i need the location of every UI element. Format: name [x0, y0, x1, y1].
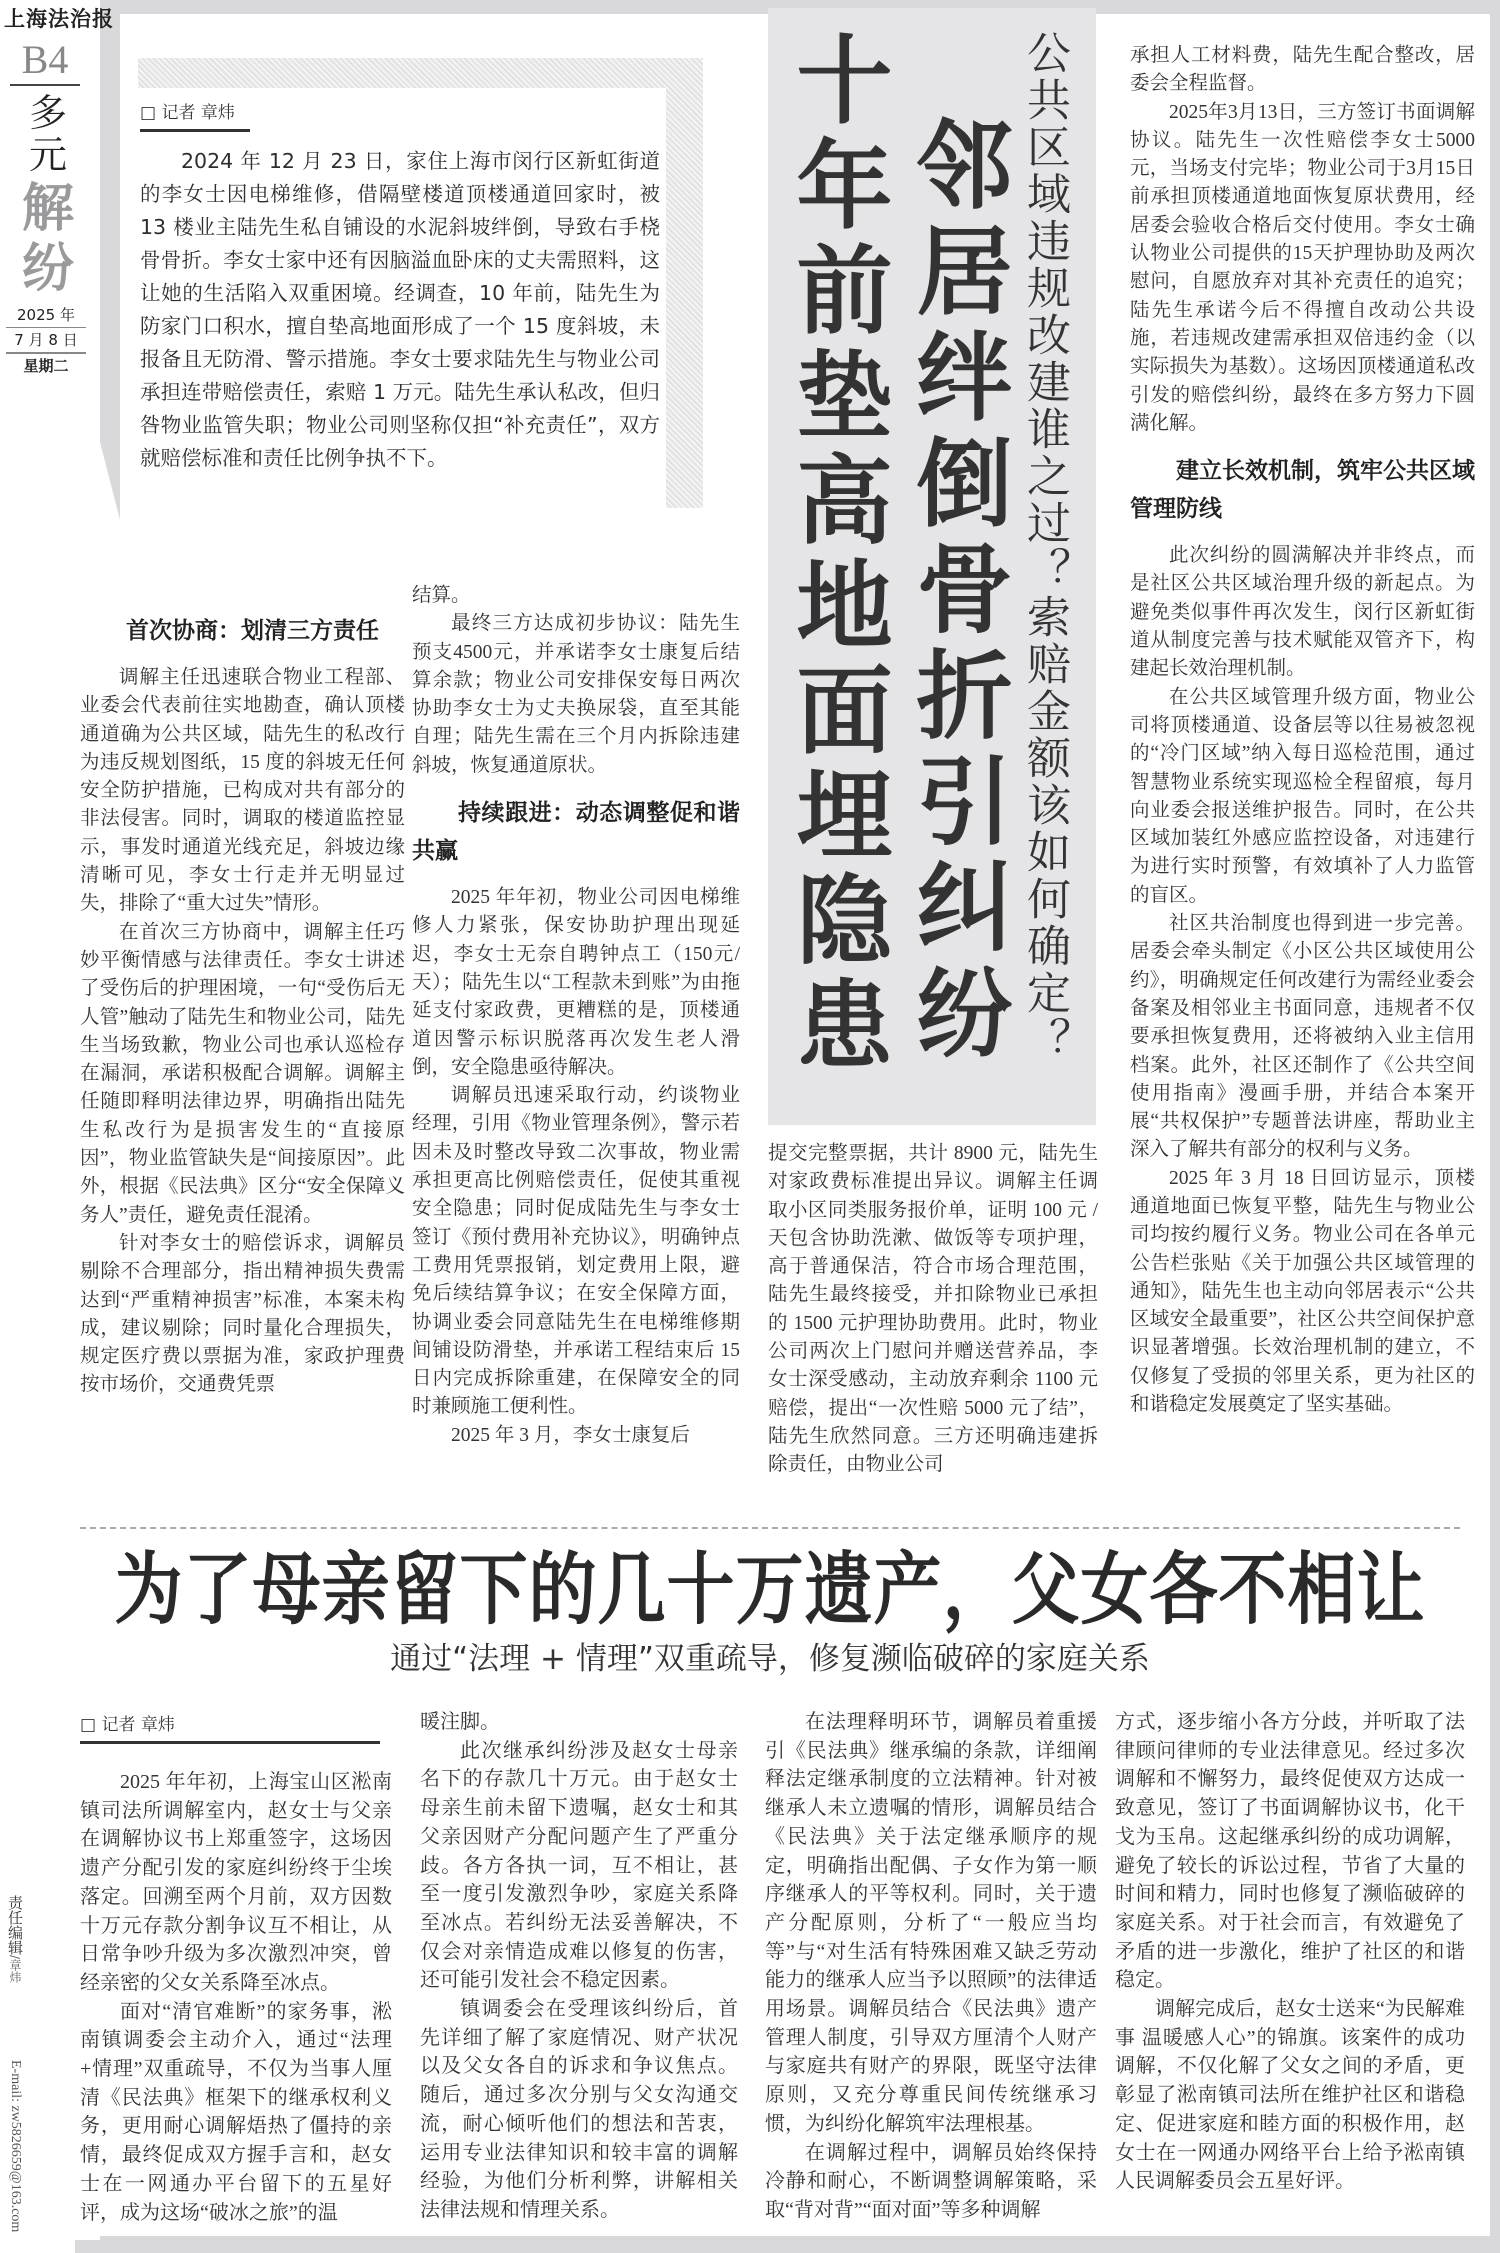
- paragraph: 针对李女士的赔偿诉求，调解员剔除不合理部分，指出精神损失费需达到“严重精神损害”标准，本案未构成，建议剔除；同时量化合理损失，规定医疗费以票据为准，家政护理费按市场价，交通费凭票: [80, 1232, 405, 1396]
- paragraph: 面对“清官难断”的家务事，淞南镇调委会主动介入，通过“法理+情理”双重疏导，不仅为当事人厘清《民法典》框架下的继承权利义务，更用耐心调解焐热了僵持的亲情，最终促成双方握手言和，赵女士在一网通办平台留下的五星好评，成为这场“破冰之旅”的温: [80, 2000, 392, 2224]
- headline-subtitle: 公共区域违规改建谁之过？索赔金额该如何确定？: [1019, 30, 1070, 1064]
- section-label: 多元: [28, 91, 67, 177]
- paragraph: 2025 年年初，物业公司因电梯维修人力紧张，保安协助护理出现延迟，李女士无奈自聘钟点工（150元/天）；陆先生以“工程款未到账”为由拖延支付家政费，更糟糕的是，顶楼通道因警示标识脱落再次发生老人滑倒，安全隐患亟待解决。: [412, 887, 740, 1078]
- section-heading: 持续跟进：动态调整促和谐共赢: [412, 800, 740, 865]
- newspaper-logo: 上海法治报: [4, 6, 114, 31]
- article2-column-1: [80, 1768, 392, 2227]
- paragraph-continued: 承担人工材料费，陆先生配合整改，居委会全程监督。: [1130, 45, 1475, 95]
- paragraph: 2025年3月13日，三方签订书面调解协议。陆先生一次性赔偿李女士5000元，当场支付完毕；物业公司于3月15日前承担顶楼通道地面恢复原状费用，经居委会验收合格后交付使用。李女士确认物业公司提供的15天护理协助及两次慰问，自愿放弃对其补充责任的追究；陆先生承诺今后不得擅自改动公共设施，若违规改建需承担双倍违约金（以实际损失为基数）。这场因顶楼通道私改引发的赔偿纠纷，最终在多方努力下圆满化解。: [1130, 101, 1475, 434]
- editor-email: E-mail: zw5826659@163.com: [8, 2060, 23, 2233]
- editor-credit: [2, 1895, 22, 1983]
- byline: □ 记者 章炜: [140, 98, 250, 132]
- paragraph: 最终三方达成初步协议：陆先生预支4500元，并承诺李女士康复后结算余款；物业公司安排保安每日两次协助李女士为丈夫换尿袋，直至其能自理；陆先生需在三个月内拆除违建斜坡，恢复通道原状。: [412, 613, 740, 776]
- paragraph: 调解主任迅速联合物业工程部、业委会代表前往实地勘查，确认顶楼通道确为公共区域，陆先生的私改行为违反规划图纸，15 度的斜坡无任何安全防护措施，已构成对共有部分的非法侵害。同时，调取的楼道监控显示，事发时通道光线充足，斜坡边缘清晰可见，李女士行走并无明显过失，排除了“重大过失”情形。: [80, 667, 405, 915]
- paragraph: 2025 年年初，上海宝山区淞南镇司法所调解室内，赵女士与父亲在调解协议书上郑重签字，这场因遗产分配引发的家庭纠纷终于尘埃落定。回溯至两个月前，双方因数十万元存款分割争议互不相让，从日常争吵升级为多次激烈冲突，曾经亲密的父女关系降至冰点。: [80, 1771, 392, 1994]
- editor-name: /章炜: [8, 1955, 22, 1984]
- paragraph: 2025 年 3 月，李女士康复后: [451, 1424, 690, 1446]
- article2-column-3: [765, 1708, 1097, 2225]
- article-intro: [140, 145, 660, 475]
- paragraph: 在首次三方协商中，调解主任巧妙平衡情感与法律责任。李女士讲述了受伤后的护理困境，一句“受伤后无人管”触动了陆先生和物业公司，陆先生当场致歉，物业公司也承认巡检存在漏洞，承诺积极配合调解。调解主任随即释明法律边界，明确指出陆先生私改行为是损害发生的“直接原因”，物业监管缺失是“间接原因”。此外，根据《民法典》区分“安全保障义务人”责任，避免责任混淆。: [80, 921, 405, 1226]
- headline-line-1: 邻居绊倒骨折引纠纷: [901, 115, 1014, 1069]
- intro-paragraph: 2024 年 12 月 23 日，家住上海市闵行区新虹街道的李女士因电梯维修，借隔壁楼道顶楼通道回家时，被 13 楼业主陆先生私自铺设的水泥斜坡绊倒，导致右手桡骨骨折。李女士家中还有因脑溢血卧床的丈夫需照料，这让她的生活陷入双重困境。经调查，10 年前，陆先生为防家门口积水，擅自垫高地面形成了一个 15 度斜坡，未报备且无防滑、警示措施。李女士要求陆先生与物业公司承担连带赔偿责任，索赔 1 万元。陆先生承认私改，但归咎物业监管失职；物业公司则坚称仅担“补充责任”，双方就赔偿标准和责任比例争执不下。: [140, 149, 660, 470]
- byline: □ 记者 章炜: [80, 1710, 380, 1744]
- paragraph: 社区共治制度也得到进一步完善。居委会牵头制定《小区公共区域使用公约》，明确规定任何改建行为需经业委会备案及相邻业主书面同意，违规者不仅要承担恢复费用，还将被纳入业主信用档案。此外，社区还制作了《公共空间使用指南》漫画手册，并结合本案开展“共权保护”专题普法讲座，帮助业主深入了解共有部分的权利与义务。: [1130, 913, 1475, 1161]
- weekday: 星期二: [23, 357, 69, 375]
- section-heading: 建立长效机制，筑牢公共区域管理防线: [1130, 458, 1475, 523]
- paragraph: 在调解过程中，调解员始终保持冷静和耐心，不断调整调解策略，采取“背对背”“面对面”等多种调解: [765, 2141, 1097, 2221]
- paragraph-continued: 方式，逐步缩小各方分歧，并听取了法律顾问律师的专业法律意见。经过多次调解和不懈努力，最终促使双方达成一致意见，签订了书面调解协议书，化干戈为玉帛。这起继承纠纷的成功调解，避免了较长的诉讼过程，节省了大量的时间和精力，同时也修复了濒临破碎的家庭关系。对于社会而言，有效避免了矛盾的进一步激化，维护了社区的和谐稳定。: [1115, 1711, 1465, 1992]
- date-year: 2025 年: [6, 305, 86, 328]
- frame-band: [100, 0, 120, 520]
- section-heading: 首次协商：划清三方责任: [126, 618, 379, 644]
- paragraph: 在公共区域管理升级方面，物业公司将顶楼通道、设备层等以往易被忽视的“冷门区域”纳入每日巡检范围，通过智慧物业系统实现巡检全程留痕，每月向业委会报送维护报告。同时，在公共区域加装红外感应监控设备，对违建行为进行实时预警，有效填补了人力监管的盲区。: [1130, 686, 1475, 906]
- editor-label: 责任编辑: [6, 1895, 24, 1955]
- paragraph: 此次纠纷的圆满解决并非终点，而是社区公共区域治理升级的新起点。为避免类似事件再次发生，闵行区新虹街道从制度完善与技术赋能双管齐下，构建起长效治理机制。: [1130, 545, 1475, 680]
- paragraph: 此次继承纠纷涉及赵女士母亲名下的存款几十万元。由于赵女士母亲生前未留下遗嘱，赵女士和其父亲因财产分配问题产生了严重分歧。各方各执一词，互不相让，甚至一度引发激烈争吵，家庭关系降至冰点。若纠纷无法妥善解决，不仅会对亲情造成难以修复的伤害，还可能引发社会不稳定因素。: [420, 1739, 738, 1992]
- paragraph-continued: 暖注脚。: [420, 1711, 500, 1733]
- article-divider: [80, 1527, 1460, 1529]
- paragraph: 2025 年 3 月 18 日回访显示，顶楼通道地面已恢复平整，陆先生与物业公司均按约履行义务。物业公司在各单元公告栏张贴《关于加强公共区域管理的通知》，陆先生也主动向邻居表示“公共区域安全最重要”，社区公共空间保护意识显著增强。长效治理机制的建立，不仅修复了受损的邻里关系，更为社区的和谐稳定发展奠定了坚实基础。: [1130, 1167, 1475, 1416]
- article2-subtitle: 通过“法理 + 情理”双重疏导，修复濒临破碎的家庭关系: [390, 1641, 1150, 1677]
- bottom-margin: [75, 2240, 1490, 2253]
- article1-column-2: [412, 582, 740, 1450]
- paragraph: 镇调委会在受理该纠纷后，首先详细了解了家庭情况、财产状况以及父女各自的诉求和争议焦点。随后，通过多次分别与父女沟通交流，耐心倾听他们的想法和苦衷，运用专业法律知识和较丰富的调解经验，为他们分析利弊，讲解相关法律法规和情理关系。: [420, 1998, 738, 2221]
- article2-headline: 为了母亲留下的几十万遗产，父女各不相让: [114, 1544, 1426, 1637]
- paragraph-continued: 提交完整票据，共计 8900 元，陆先生对家政费标准提出异议。调解主任调取小区同类服务报价单，证明 100 元 / 天包含协助洗漱、做饭等专项护理，高于普通保洁，符合市场合理范围，陆先生最终接受，并扣除物业已承担的 1500 元护理协助费用。此时，物业公司两次上门慰问并赠送营养品，李女士深受感动，主动放弃剩余 1100 元赔偿，提出“一次性赔 5000 元了结”，陆先生欣然同意。三方还明确违建拆除责任，由物业公司: [768, 1143, 1098, 1476]
- headline-line-2: 十年前垫高地面埋隐患: [781, 30, 894, 1080]
- article1-column-4: [1130, 42, 1475, 1419]
- paragraph: 调解完成后，赵女士送来“为民解难事 温暖感人心”的锦旗。该案件的成功调解，不仅化解了父女之间的矛盾，更彰显了淞南镇司法所在维护社区和谐稳定、促进家庭和睦方面的积极作用，赵女士在一网通办网络平台上给予淞南镇人民调解委员会五星好评。: [1115, 1998, 1465, 2193]
- article1-column-3: [768, 1140, 1098, 1480]
- section-calligraphy: 解纷: [21, 181, 74, 298]
- article1-column-1: [80, 598, 405, 1400]
- paragraph: 在法理释明环节，调解员着重援引《民法典》继承编的条款，详细阐释法定继承制度的立法精神。针对被继承人未立遗嘱的情形，调解员结合《民法典》关于法定继承顺序的规定，明确指出配偶、子女作为第一顺序继承人的平等权利。同时，关于遗产分配原则，分析了“一般应当均等”与“对生活有特殊困难又缺乏劳动能力的继承人应当予以照顾”的法律适用场景。调解员结合《民法典》遗产管理人制度，引导双方厘清个人财产与家庭共有财产的界限，既坚守法律原则，又充分尊重民间传统继承习惯，为纠纷化解筑牢法理根基。: [765, 1711, 1097, 2135]
- paragraph-continued: 结算。: [412, 585, 471, 606]
- paragraph: 调解员迅速采取行动，约谈物业经理，引用《物业管理条例》，警示若因未及时整改导致二次事故，物业需承担更高比例赔偿责任，促使其重视安全隐患；同时促成陆先生与李女士签订《预付费用补充协议》，明确钟点工费用凭票报销，划定费用上限，避免后续结算争议；在安全保障方面，协调业委会同意陆先生在电梯维修期间铺设防滑垫，并承诺工程结束后 15 日内完成拆除重建，在保障安全的同时兼顾施工便利性。: [412, 1085, 740, 1418]
- date-month-day: 7 月 8 日: [6, 330, 86, 354]
- page-number: B4: [10, 38, 80, 86]
- article2-column-4: [1115, 1708, 1465, 2196]
- article2-column-2: [420, 1708, 738, 2225]
